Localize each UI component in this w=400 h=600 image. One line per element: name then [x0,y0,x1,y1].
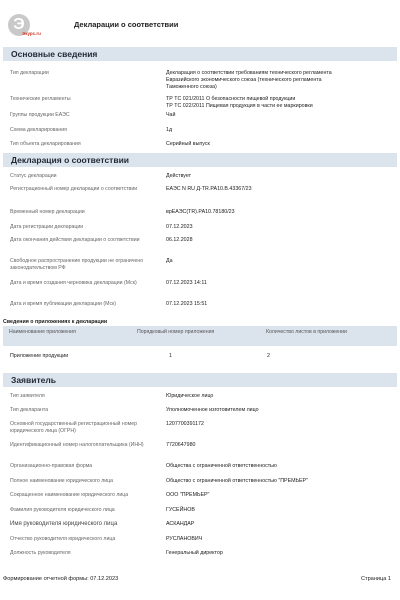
field-value-line: ТР ТС 022/2011 Пищевая продукция в части ее маркировки [166,103,313,109]
attachments-table-header [3,326,397,346]
attachments-title: Сведения о приложениях к декларации [3,319,108,325]
field-value-line: ТР ТС 021/2011 О безопасности пищевой продукции [166,96,296,102]
field-value: Серийный выпуск [166,141,210,147]
field-value: Общество с ограниченной ответственностью "ПРЕМЬЕР" [166,478,308,484]
field-label: Отчество руководителя юридического лица [10,536,116,542]
section-basic [3,47,397,61]
field-value-line: Таможенного союза) [166,84,217,90]
field-label: Идентификационный номер налогоплательщика (ИНН) [10,442,144,448]
field-label: Регистрационный номер декларации о соответствии [10,186,138,192]
section-title: Заявитель [11,375,56,385]
field-label: Группы продукции ЕАЭС [10,112,70,118]
field-label: Технические регламенты [10,96,71,102]
section-applicant [3,373,397,387]
field-value: Юридическое лицо [166,393,214,399]
field-value: ООО "ПРЕМЬЕР" [166,492,210,498]
field-label: Организационно-правовая форма [10,463,93,469]
field-value: Генеральный директор [166,550,223,556]
field-value: 1д [166,127,173,133]
field-value: Действует [166,173,192,179]
field-value-line: Евразийского экономического союза (технического регламента [166,77,322,83]
field-label: Фамилия руководителя юридического лица [10,507,115,513]
column-header: Количество листов в приложении [266,329,347,335]
field-label: Дата и время публикации декларации (Мск) [10,301,117,307]
field-label: Должность руководителя [10,550,71,556]
logo-text: Экурс.ru [22,31,41,36]
field-label: Тип заявителя [10,393,45,399]
field-value: 7720647980 [166,442,196,448]
field-label: Сокращенное наименование юридического лица [10,492,129,498]
field-value: Уполномоченное изготовителем лицо [166,407,259,413]
logo-mark-icon: Э [8,14,30,36]
field-value [166,96,390,110]
table-cell: 1 [169,353,172,359]
field-label: Дата и время создания черновика декларации (Мск) [10,280,137,286]
field-label: Основной государственный регистрационный номер юридического лица (ОГРН) [10,421,137,434]
field-label: Полное наименование юридического лица [10,478,113,484]
page-title: Декларации о соответствии [74,20,179,29]
field-label: Имя руководителя юридического лица [10,521,118,527]
field-value: Чай [166,112,176,118]
field-value: РУСЛАНОВИЧ [166,536,203,542]
page-number: Страница 1 [360,576,391,582]
field-label: Схема декларирования [10,127,67,133]
field-label: Временный номер декларации [10,209,85,215]
field-value: АСКАНДАР [166,521,195,527]
field-label: Статус декларации [10,173,57,179]
field-value: врЕАЭС(TR).РА10.78180/23 [166,209,235,215]
field-value-line: Декларация о соответствии требованиям технического регламента [166,70,332,76]
field-value: 07.12.2023 14:11 [166,280,207,286]
table-cell: 2 [267,353,270,359]
field-value: Общества с ограниченной ответственностью [166,463,277,469]
field-value: Да [166,258,173,264]
field-value: 06.12.2028 [166,237,193,243]
field-label: Дата регистрации декларации [10,224,84,230]
field-value: ГУСЕЙНОВ [166,507,195,513]
report-date: Формирование отчетной формы: 07.12.2023 [3,576,119,582]
field-value [166,70,390,91]
field-value: 07.12.2023 15:51 [166,301,208,307]
field-value: ЕАЭС N RU Д-TR.РА10.В.43367/23 [166,186,252,192]
document-header [8,10,392,44]
section-title: Основные сведения [11,49,98,59]
field-value: 07.12.2023 [166,224,193,230]
column-header: Наименование приложения [9,329,76,335]
field-label: Тип объекта декларирования [10,141,81,147]
section-title: Декларация о соответствии [11,155,130,165]
field-label: Тип декларанта [10,407,49,413]
section-declaration [3,153,397,167]
field-label: Тип декларации [10,70,49,76]
field-value: 1207700391172 [166,421,204,427]
table-cell: Приложение продукции [10,353,69,359]
column-header: Порядковый номер приложения [137,329,215,335]
field-label: Свободное распространение продукции не ограничено законодательством РФ [10,258,144,271]
logo [8,14,68,44]
field-label: Дата окончания действия декларации о соответствии [10,237,140,243]
